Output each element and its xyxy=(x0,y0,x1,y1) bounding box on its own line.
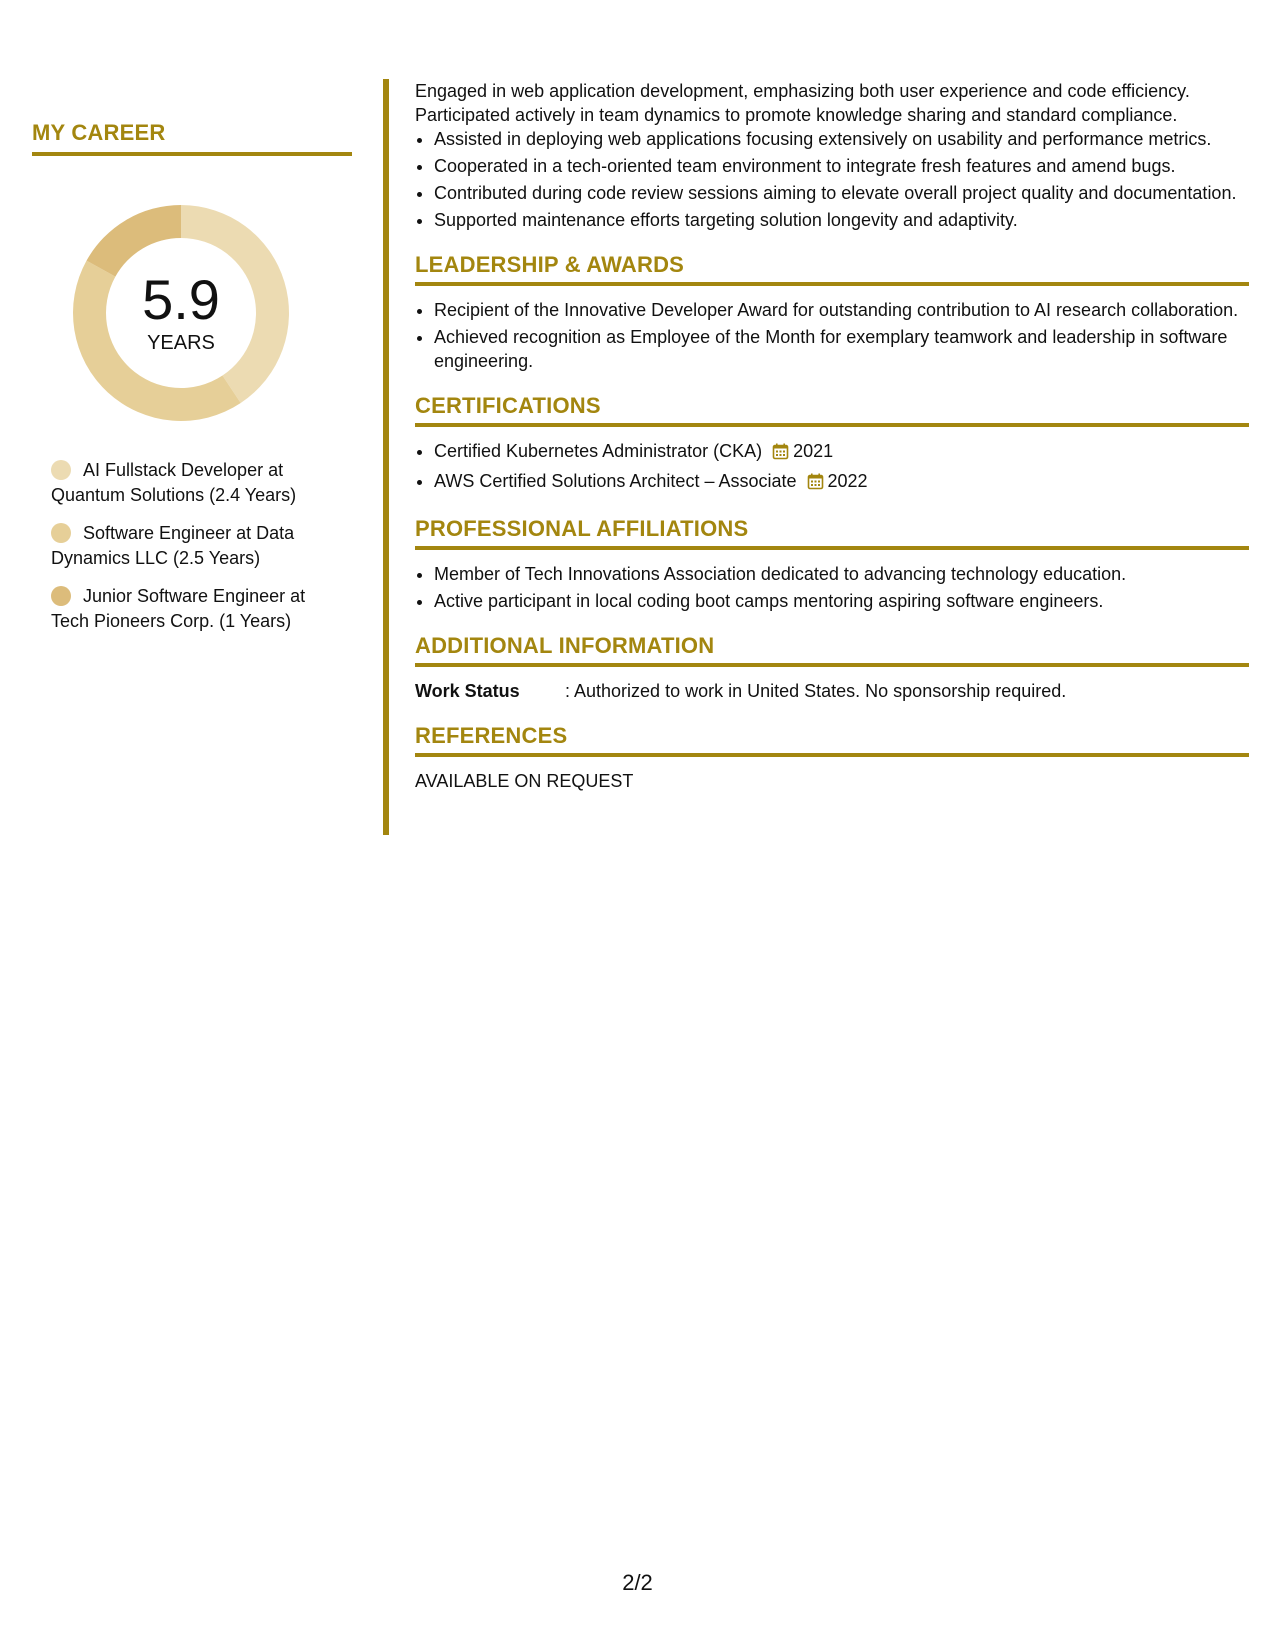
references-text: AVAILABLE ON REQUEST xyxy=(415,771,634,791)
certification-year: 2021 xyxy=(793,441,834,461)
legend-item xyxy=(51,458,341,508)
references-title: REFERENCES xyxy=(415,723,1249,757)
total-years-unit: YEARS xyxy=(147,331,215,354)
leadership-list xyxy=(415,298,1249,373)
donut-center xyxy=(66,198,296,428)
work-status-label: Work Status xyxy=(415,681,520,701)
certification-year: 2022 xyxy=(827,471,868,491)
list-item: • Recipient of the Innovative Developer Award for outstanding contribution to AI research collaboration. xyxy=(434,298,1249,322)
legend-dot-icon xyxy=(51,586,71,606)
calendar-icon xyxy=(807,472,824,496)
career-legend xyxy=(51,458,341,634)
list-item: • Supported maintenance efforts targeting solution longevity and adaptivity. xyxy=(434,208,1249,232)
legend-item xyxy=(51,584,341,634)
legend-label: Junior Software Engineer at Tech Pioneers Corp. (1 Years) xyxy=(51,586,306,631)
work-status-row xyxy=(415,679,1249,703)
experience-intro: Engaged in web application development, emphasizing both user experience and code efficiency. Participated actively in team dynamics to promote knowledge sharing and standard compliance. xyxy=(415,81,1190,125)
affiliations-title: PROFESSIONAL AFFILIATIONS xyxy=(415,516,1249,550)
total-years-value: 5.9 xyxy=(142,267,220,331)
leadership-title: LEADERSHIP & AWARDS xyxy=(415,252,1249,286)
certification-item xyxy=(434,439,1249,466)
page-number: 2/2 xyxy=(622,1570,653,1595)
list-item: • Cooperated in a tech-oriented team environment to integrate fresh features and amend bugs. xyxy=(434,154,1249,178)
affiliations-list xyxy=(415,562,1249,613)
certification-name: Certified Kubernetes Administrator (CKA) xyxy=(434,441,763,461)
career-title: MY CAREER xyxy=(32,120,352,156)
legend-dot-icon xyxy=(51,460,71,480)
list-item: • Achieved recognition as Employee of the Month for exemplary teamwork and leadership in software engineering. xyxy=(434,325,1249,373)
experience-bullets xyxy=(415,127,1249,232)
legend-item xyxy=(51,521,341,571)
certification-item xyxy=(434,469,1249,496)
legend-dot-icon xyxy=(51,523,71,543)
calendar-icon xyxy=(772,442,789,466)
column-divider xyxy=(383,79,389,835)
list-item: • Contributed during code review sessions aiming to elevate overall project quality and documentation. xyxy=(434,181,1249,205)
career-donut-chart xyxy=(66,198,296,428)
list-item: • Member of Tech Innovations Association dedicated to advancing technology education. xyxy=(434,562,1249,586)
certifications-list xyxy=(415,439,1249,496)
additional-info-title: ADDITIONAL INFORMATION xyxy=(415,633,1249,667)
main-content xyxy=(415,79,1249,793)
list-item: • Assisted in deploying web applications focusing extensively on usability and performance metrics. xyxy=(434,127,1249,151)
certification-name: AWS Certified Solutions Architect – Associate xyxy=(434,471,797,491)
legend-label: Software Engineer at Data Dynamics LLC (2.5 Years) xyxy=(51,523,295,568)
list-item: • Active participant in local coding boot camps mentoring aspiring software engineers. xyxy=(434,589,1249,613)
certifications-title: CERTIFICATIONS xyxy=(415,393,1249,427)
work-status-value: : Authorized to work in United States. No sponsorship required. xyxy=(565,681,1067,701)
legend-label: AI Fullstack Developer at Quantum Solutions (2.4 Years) xyxy=(51,460,297,505)
career-panel xyxy=(32,120,352,647)
